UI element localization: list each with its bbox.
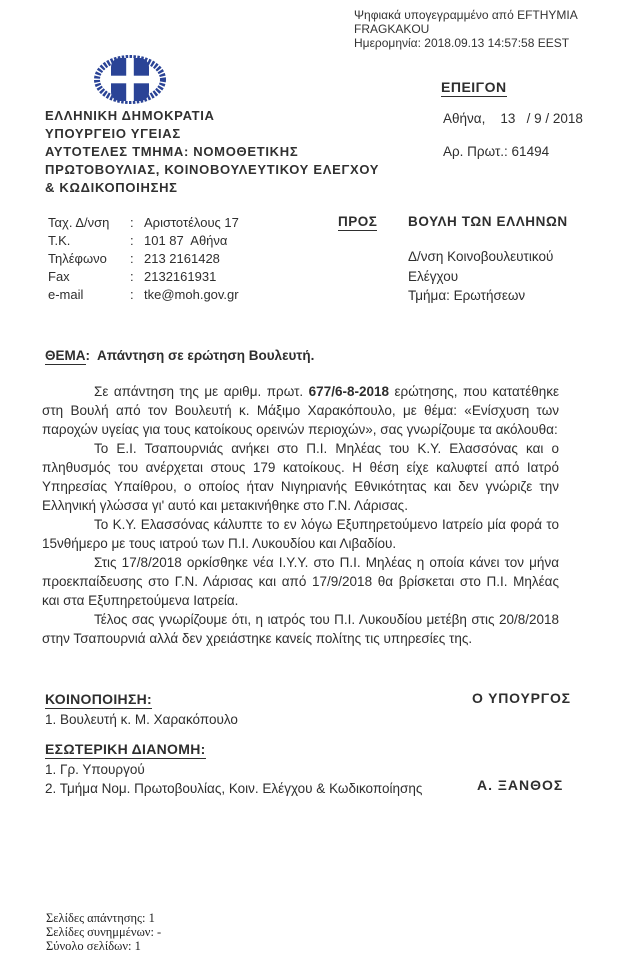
ministry-header-line: ΠΡΩΤΟΒΟΥΛΙΑΣ, ΚΟΙΝΟΒΟΥΛΕΥΤΙΚΟΥ ΕΛΕΓΧΟΥ: [45, 162, 380, 177]
contact-colon: :: [130, 251, 134, 266]
paragraph-text: Σε απάντηση της με αριθμ. πρωτ.: [94, 384, 309, 399]
digital-signature-stamp: [354, 8, 639, 50]
signature-line: Ψηφιακά υπογεγραμμένο από EFTHYMIA: [354, 8, 578, 22]
contact-colon: :: [130, 287, 134, 302]
internal-item: 2. Τμήμα Νομ. Πρωτοβουλίας, Κοιν. Ελέγχου & Κωδικοποίησης: [45, 781, 423, 796]
paragraph: [42, 382, 559, 439]
protocol-number: Αρ. Πρωτ.: 61494: [443, 144, 550, 159]
cc-section-title: ΚΟΙΝΟΠΟΙΗΣΗ:: [45, 691, 153, 707]
contact-value: Αριστοτέλους 17: [144, 215, 239, 230]
minister-title: Ο ΥΠΟΥΡΓΟΣ: [472, 690, 571, 706]
paragraph-text: ερώτησης, που κατατέθηκε στη Βουλή από τον Βουλευτή κ. Μάξιμο Χαρακόπουλο, με θέμα: «Ενίσχυση των παροχών υγείας για τους κατοίκους ορεινών περιοχών», σας γνωρίζουμε τα ακόλουθα:: [42, 384, 559, 437]
recipient-line: Ελέγχου: [408, 268, 459, 284]
ministry-header-line: ΕΛΛΗΝΙΚΗ ΔΗΜΟΚΡΑΤΙΑ: [45, 108, 215, 123]
signature-line: FRAGKAKOU: [354, 22, 430, 36]
contact-value: 213 2161428: [144, 251, 220, 266]
ministry-header: [45, 107, 379, 197]
contact-label: Ταχ. Δ/νση: [48, 215, 110, 230]
page-count-footer: [46, 911, 161, 953]
paragraph: Τέλος σας γνωρίζουμε ότι, η ιατρός του Π.Ι. Λυκουδίου μετέβη στις 20/8/2018 στην Τσαπουρνιά αλλά δεν χρειάστηκε κανείς πολίτης τις υπηρεσίες της.: [42, 612, 559, 646]
contact-value: 2132161931: [144, 269, 217, 284]
subject-label: ΘΕΜΑ: [45, 348, 86, 363]
contact-row: [48, 214, 239, 232]
subject-line: [45, 348, 314, 363]
subject-colon: :: [85, 348, 97, 363]
contact-label: Τηλέφωνο: [48, 251, 107, 266]
contact-row: [48, 250, 239, 268]
contact-info-block: [48, 214, 239, 304]
paragraph: Το Ε.Ι. Τσαπουρνιάς ανήκει στο Π.Ι. Μηλέας του Κ.Υ. Ελασσόνας και ο πληθυσμός του ανέρχεται στους 179 κατοίκους. Η θέση είχε καλυφτεί από Ιατρό Υπηρεσίας Υπαίθρου, ο οποίος ήταν Νιγηριανής Εθνικότητας και δεν γνώριζε την Ελληνική γλώσσα γι' αυτό και μετακινήθηκε στο Γ.Ν. Λάρισας.: [42, 441, 559, 513]
contact-colon: :: [130, 215, 134, 230]
recipient-line: Τμήμα: Ερωτήσεων: [408, 288, 526, 303]
internal-distribution-title: ΕΣΩΤΕΡΙΚΗ ΔΙΑΝΟΜΗ:: [45, 741, 206, 757]
subject-text: Απάντηση σε ερώτηση Βουλευτή.: [97, 348, 315, 363]
footer-line: Σύνολο σελίδων: 1: [46, 939, 141, 953]
contact-colon: :: [130, 233, 134, 248]
ministry-header-line: & ΚΩΔΙΚΟΠΟΙΗΣΗΣ: [45, 180, 178, 195]
contact-row: [48, 232, 239, 250]
paragraph: Το Κ.Υ. Ελασσόνας κάλυπτε το εν λόγω Εξυπηρετούμενο Ιατρείο μία φορά το 15νθήμερο με τους ιατρού των Π.Ι. Λυκουδίου και Λιβαδίου.: [42, 517, 559, 551]
footer-line: Σελίδες απάντησης: 1: [46, 911, 155, 925]
signature-line: Ημερομηνία: 2018.09.13 14:57:58 EEST: [354, 36, 570, 50]
recipient-department: [408, 247, 553, 306]
contact-label: Fax: [48, 269, 70, 284]
recipient-line: Δ/νση Κοινοβουλευτικού: [408, 249, 554, 264]
contact-value: tke@moh.gov.gr: [144, 287, 239, 302]
greek-emblem-icon: [94, 55, 166, 104]
contact-label: e-mail: [48, 287, 84, 302]
ministry-header-line: ΥΠΟΥΡΓΕΙΟ ΥΓΕΙΑΣ: [45, 126, 181, 141]
contact-label: Τ.Κ.: [48, 233, 71, 248]
urgency-label: ΕΠΕΙΓΟΝ: [441, 79, 507, 95]
contact-row: [48, 286, 239, 304]
cc-item: 1. Βουλευτή κ. Μ. Χαρακόπουλο: [45, 712, 238, 727]
contact-row: [48, 268, 239, 286]
pros-label: ΠΡΟΣ: [338, 214, 378, 229]
contact-colon: :: [130, 269, 134, 284]
ministry-header-line: ΑΥΤΟΤΕΛΕΣ ΤΜΗΜΑ: ΝΟΜΟΘΕΤΙΚΗΣ: [45, 144, 299, 159]
contact-value: 101 87 Αθήνα: [144, 233, 228, 248]
protocol-reference: 677/6-8-2018: [308, 384, 389, 399]
letter-body: [42, 382, 559, 648]
date-line: Αθήνα, 13 / 9 / 2018: [443, 111, 583, 126]
footer-line: Σελίδες συνημμένων: -: [46, 925, 162, 939]
minister-signature-name: Α. ΞΑΝΘΟΣ: [477, 777, 564, 793]
paragraph: Στις 17/8/2018 ορκίσθηκε νέα Ι.Υ.Υ. στο Π.Ι. Μηλέας η οποία κάνει τον μήνα προεκπαίδευσης στο Γ.Ν. Λάρισας και από 17/9/2018 θα βρίσκεται στο Π.Ι. Μηλέας και στα Εξυπηρετούμενα Ιατρεία.: [42, 555, 559, 608]
recipient-name: ΒΟΥΛΗ ΤΩΝ ΕΛΛΗΝΩΝ: [408, 214, 568, 229]
internal-item: 1. Γρ. Υπουργού: [45, 762, 145, 777]
